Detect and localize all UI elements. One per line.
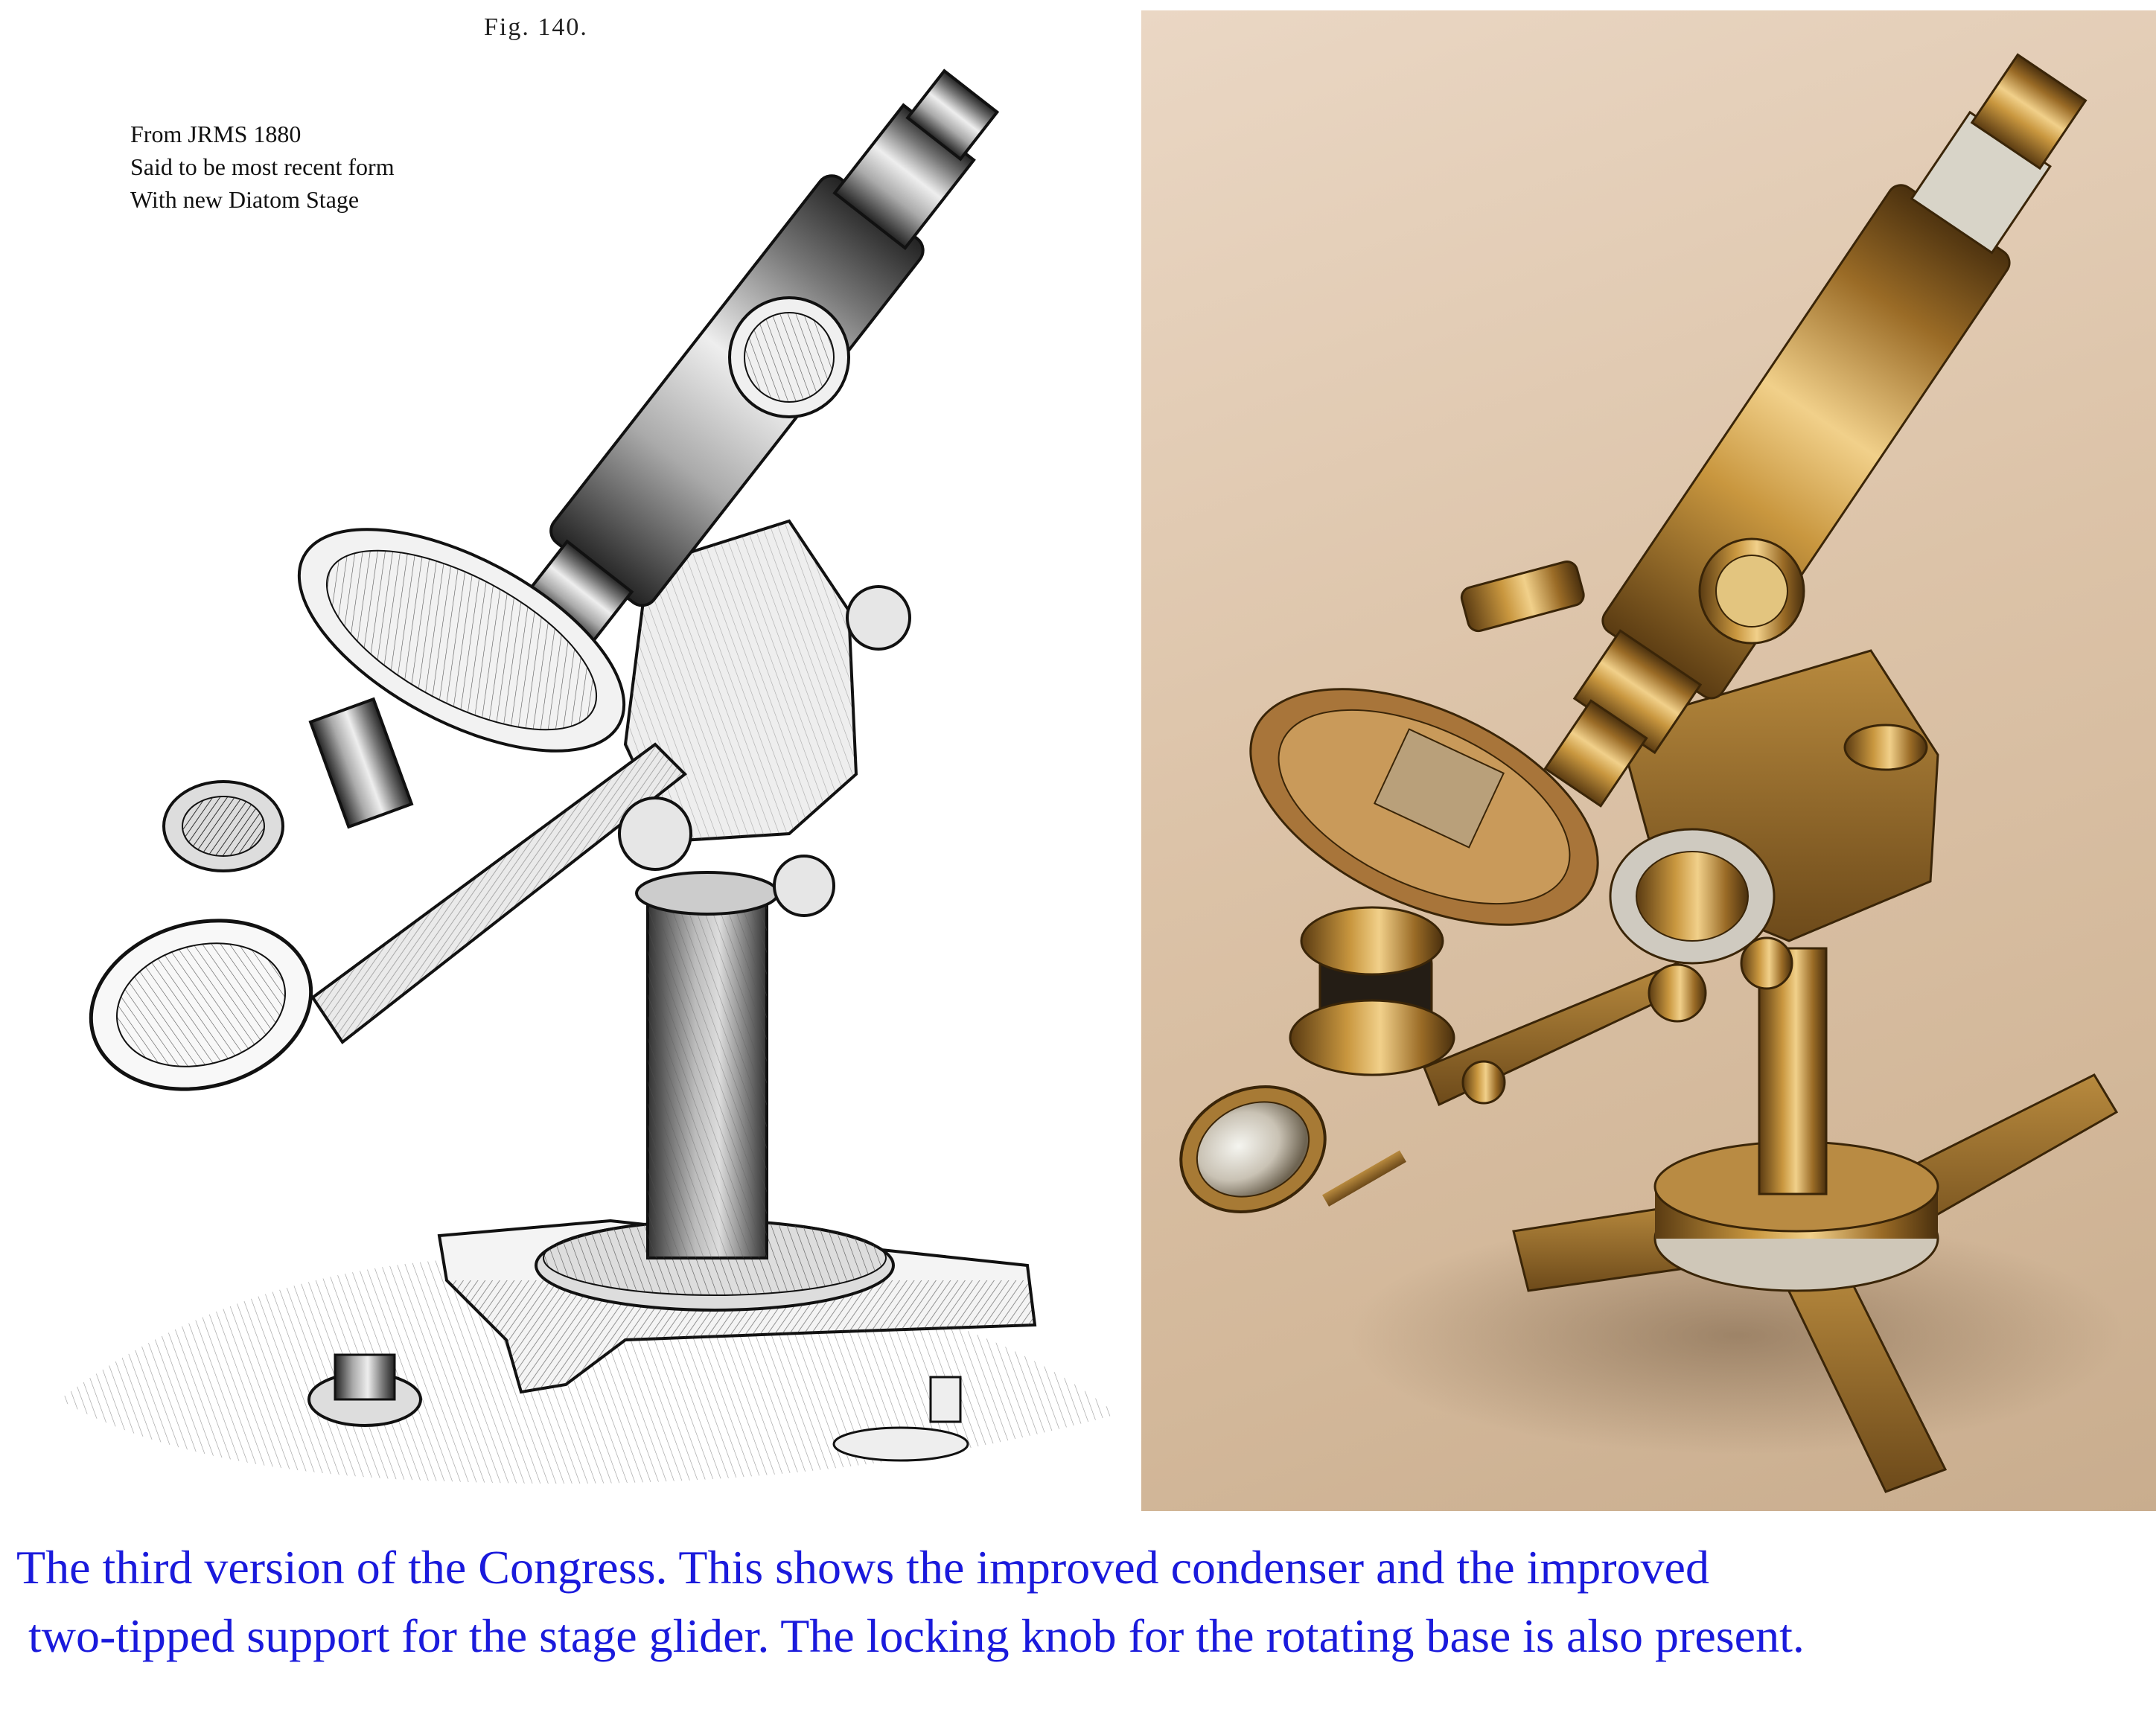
microscope-engraving <box>0 0 1139 1511</box>
source-note <box>130 118 395 216</box>
photo-panel <box>1141 10 2156 1511</box>
note-line: Said to be most recent form <box>130 153 395 180</box>
engraving-panel <box>0 0 1139 1511</box>
caption-line-1: The third version of the Congress. This shows the improved condenser and the improved <box>16 1541 1709 1594</box>
caption-line-2: two-tipped support for the stage glider. The locking knob for the rotating base is also present. <box>28 1609 1805 1662</box>
note-line: From JRMS 1880 <box>130 121 302 147</box>
figure-label: Fig. 140. <box>484 13 588 41</box>
caption <box>16 1533 2146 1670</box>
note-line: With new Diatom Stage <box>130 186 360 213</box>
microscope-photo <box>1141 10 2156 1511</box>
